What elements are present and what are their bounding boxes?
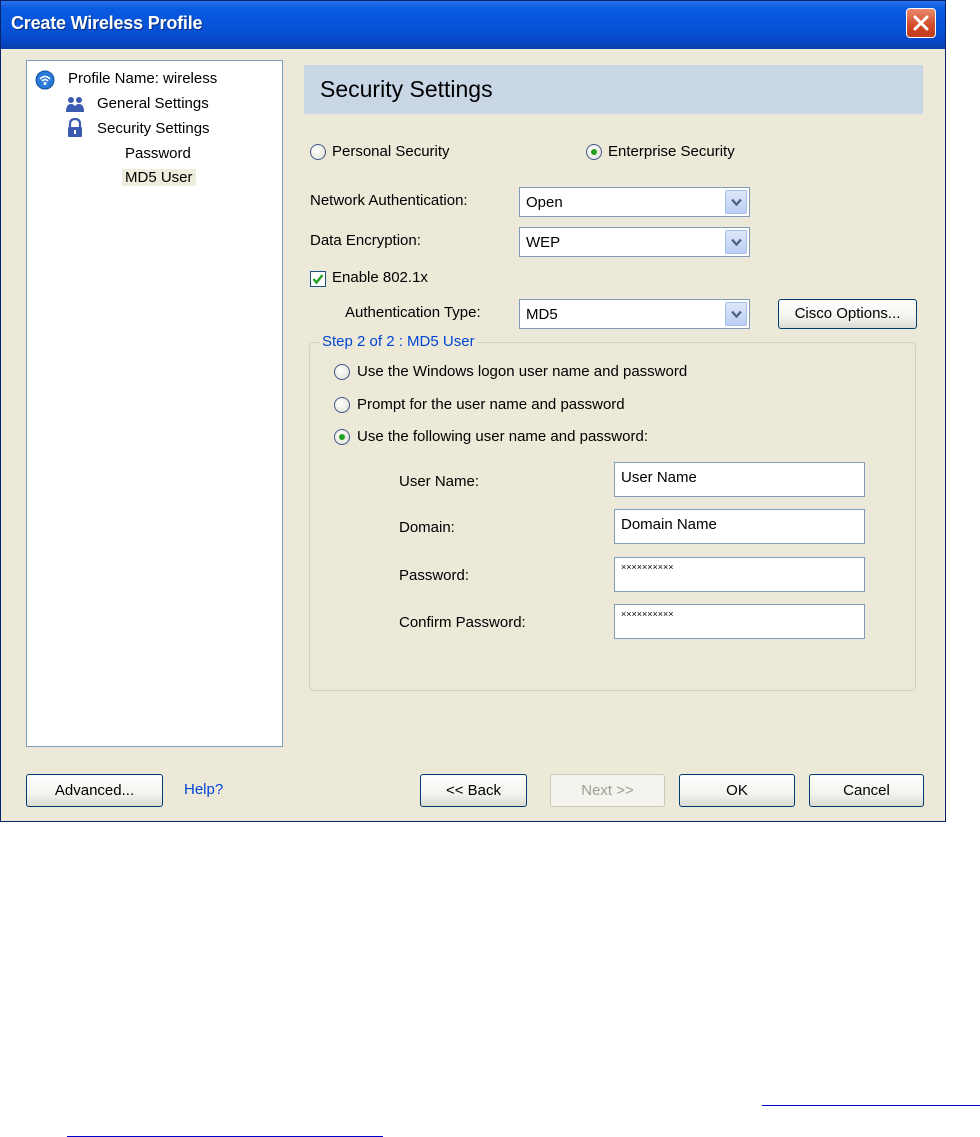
windows-logon-radio[interactable] xyxy=(334,364,350,380)
users-icon xyxy=(65,94,85,114)
lock-icon xyxy=(65,118,85,138)
personal-security-label[interactable]: Personal Security xyxy=(332,143,450,160)
prompt-credentials-radio[interactable] xyxy=(334,397,350,413)
close-icon xyxy=(913,15,929,31)
profile-tree[interactable] xyxy=(26,60,283,747)
data-encryption-value: WEP xyxy=(526,234,561,251)
password-value: ×××××××××× xyxy=(621,562,674,572)
data-encryption-label: Data Encryption: xyxy=(310,232,421,249)
advanced-button[interactable]: Advanced... xyxy=(26,774,163,807)
cisco-options-button[interactable]: Cisco Options... xyxy=(778,299,917,329)
cancel-button[interactable]: Cancel xyxy=(809,774,924,807)
confirm-password-label: Confirm Password: xyxy=(399,614,526,631)
chevron-down-icon xyxy=(731,198,742,207)
enterprise-security-radio[interactable] xyxy=(586,144,602,160)
user-name-value: User Name xyxy=(621,469,697,486)
password-input[interactable] xyxy=(614,557,865,592)
next-button[interactable]: Next >> xyxy=(550,774,665,807)
section-title: Security Settings xyxy=(320,76,493,102)
use-following-credentials-label[interactable]: Use the following user name and password: xyxy=(357,428,648,445)
tree-item-profile-name[interactable]: Profile Name: wireless xyxy=(68,70,218,87)
auth-type-value: MD5 xyxy=(526,306,558,323)
section-header xyxy=(304,65,923,114)
confirm-password-value: ×××××××××× xyxy=(621,609,674,619)
close-button[interactable] xyxy=(906,8,936,38)
network-auth-dropdown-button[interactable] xyxy=(725,190,747,214)
tree-item-md5-user[interactable]: MD5 User xyxy=(122,169,196,186)
wireless-icon xyxy=(35,70,55,90)
tree-item-general-settings[interactable]: General Settings xyxy=(97,95,209,112)
windows-logon-label[interactable]: Use the Windows logon user name and password xyxy=(357,363,688,380)
network-auth-value: Open xyxy=(526,194,563,211)
chevron-down-icon xyxy=(731,238,742,247)
help-link[interactable]: Help? xyxy=(184,781,224,798)
auth-type-select[interactable] xyxy=(519,299,750,329)
personal-security-radio[interactable] xyxy=(310,144,326,160)
confirm-password-input[interactable] xyxy=(614,604,865,639)
separator-line-right xyxy=(762,1105,980,1106)
network-auth-label: Network Authentication: xyxy=(310,192,468,209)
auth-type-dropdown-button[interactable] xyxy=(725,302,747,326)
enterprise-security-label[interactable]: Enterprise Security xyxy=(608,143,735,160)
ok-button[interactable]: OK xyxy=(679,774,795,807)
use-following-credentials-radio[interactable] xyxy=(334,429,350,445)
enable-8021x-label[interactable]: Enable 802.1x xyxy=(332,269,428,286)
step-group-label: Step 2 of 2 : MD5 User xyxy=(322,333,475,350)
domain-label: Domain: xyxy=(399,519,455,536)
back-button[interactable]: << Back xyxy=(420,774,527,807)
network-auth-select[interactable] xyxy=(519,187,750,217)
chevron-down-icon xyxy=(731,310,742,319)
checkmark-icon xyxy=(312,273,324,285)
window-title: Create Wireless Profile xyxy=(11,13,203,33)
user-name-input[interactable] xyxy=(614,462,865,497)
data-encryption-dropdown-button[interactable] xyxy=(725,230,747,254)
user-name-label: User Name: xyxy=(399,473,480,490)
tree-item-password[interactable]: Password xyxy=(125,145,191,162)
password-label: Password: xyxy=(399,567,470,584)
domain-input[interactable] xyxy=(614,509,865,544)
data-encryption-select[interactable] xyxy=(519,227,750,257)
domain-value: Domain Name xyxy=(621,516,717,533)
enable-8021x-checkbox[interactable] xyxy=(310,271,326,287)
prompt-credentials-label[interactable]: Prompt for the user name and password xyxy=(357,396,625,413)
auth-type-label: Authentication Type: xyxy=(345,304,481,321)
tree-item-security-settings[interactable]: Security Settings xyxy=(97,120,210,137)
title-bar[interactable] xyxy=(1,1,945,49)
